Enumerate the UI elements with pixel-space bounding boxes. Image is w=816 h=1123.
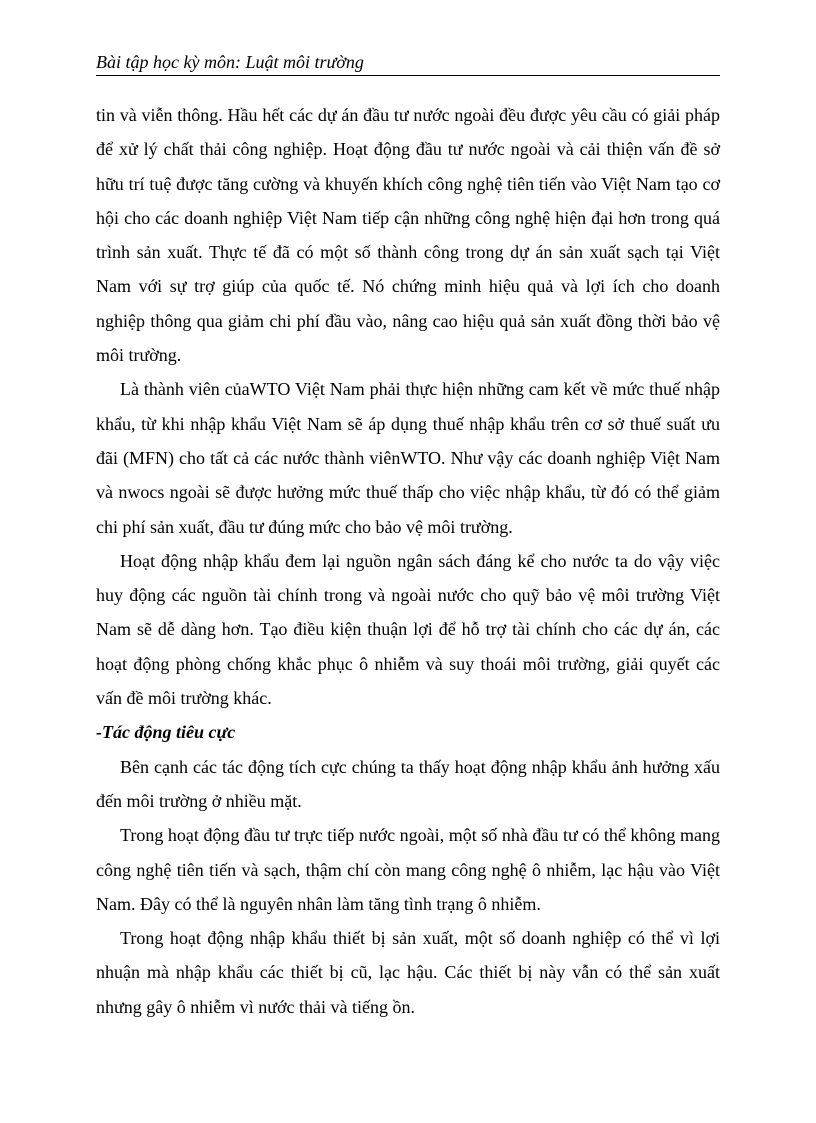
- paragraph-continuation: tin và viễn thông. Hầu hết các dự án đầu tư nước ngoài đều được yêu cầu có giải pháp để xử lý chất thải công nghiệp. Hoạt động đầu tư nước ngoài và cải thiện vấn đề sở hữu trí tuệ được tăng cường và khuyến khích công nghệ tiên tiến vào Việt Nam tạo cơ hội cho các doanh nghiệp Việt Nam tiếp cận những công nghệ hiện đại hơn trong quá trình sản xuất. Thực tế đã có một số thành công trong dự án sản xuất sạch tại Việt Nam với sự trợ giúp của quốc tế. Nó chứng minh hiệu quả và lợi ích cho doanh nghiệp thông qua giảm chi phí đầu vào, nâng cao hiệu quả sản xuất đồng thời bảo vệ môi trường.: [96, 105, 720, 366]
- paragraph-equipment-import: Trong hoạt động nhập khẩu thiết bị sản xuất, một số doanh nghiệp có thể vì lợi nhuận mà nhập khẩu các thiết bị cũ, lạc hậu. Các thiết bị này vẫn có thể sản xuất nhưng gây ô nhiễm vì nước thải và tiếng ồn.: [96, 928, 720, 1017]
- document-body: [96, 98, 720, 1024]
- paragraph-negative-intro: Bên cạnh các tác động tích cực chúng ta thấy hoạt động nhập khẩu ảnh hưởng xấu đến môi trường ở nhiều mặt.: [96, 756, 720, 811]
- section-heading-negative-impacts: -Tác động tiêu cực: [96, 722, 236, 743]
- paragraph-fdi-technology: Trong hoạt động đầu tư trực tiếp nước ngoài, một số nhà đầu tư có thể không mang công nghệ tiên tiến và sạch, thậm chí còn mang công nghệ ô nhiễm, lạc hậu vào Việt Nam. Đây có thể là nguyên nhân làm tăng tình trạng ô nhiễm.: [96, 825, 720, 914]
- page-header: [96, 52, 720, 76]
- paragraph-wto-tariffs: Là thành viên củaWTO Việt Nam phải thực hiện những cam kết về mức thuế nhập khẩu, từ khi nhập khẩu Việt Nam sẽ áp dụng thuế nhập khẩu trên cơ sở thuế suất ưu đãi (MFN) cho tất cả các nước thành viênWTO. Như vậy các doanh nghiệp Việt Nam và nwocs ngoài sẽ được hưởng mức thuế thấp cho việc nhập khẩu, từ đó có thể giảm chi phí sản xuất, đầu tư đúng mức cho bảo vệ môi trường.: [96, 379, 720, 537]
- header-title: Bài tập học kỳ môn: Luật môi trường: [96, 52, 364, 72]
- paragraph-budget-funding: Hoạt động nhập khẩu đem lại nguồn ngân sách đáng kể cho nước ta do vậy việc huy động các nguồn tài chính trong và ngoài nước cho quỹ bảo vệ môi trường Việt Nam sẽ dễ dàng hơn. Tạo điều kiện thuận lợi để hỗ trợ tài chính cho các dự án, các hoạt động phòng chống khắc phục ô nhiễm và suy thoái môi trường, giải quyết các vấn đề môi trường khác.: [96, 550, 720, 709]
